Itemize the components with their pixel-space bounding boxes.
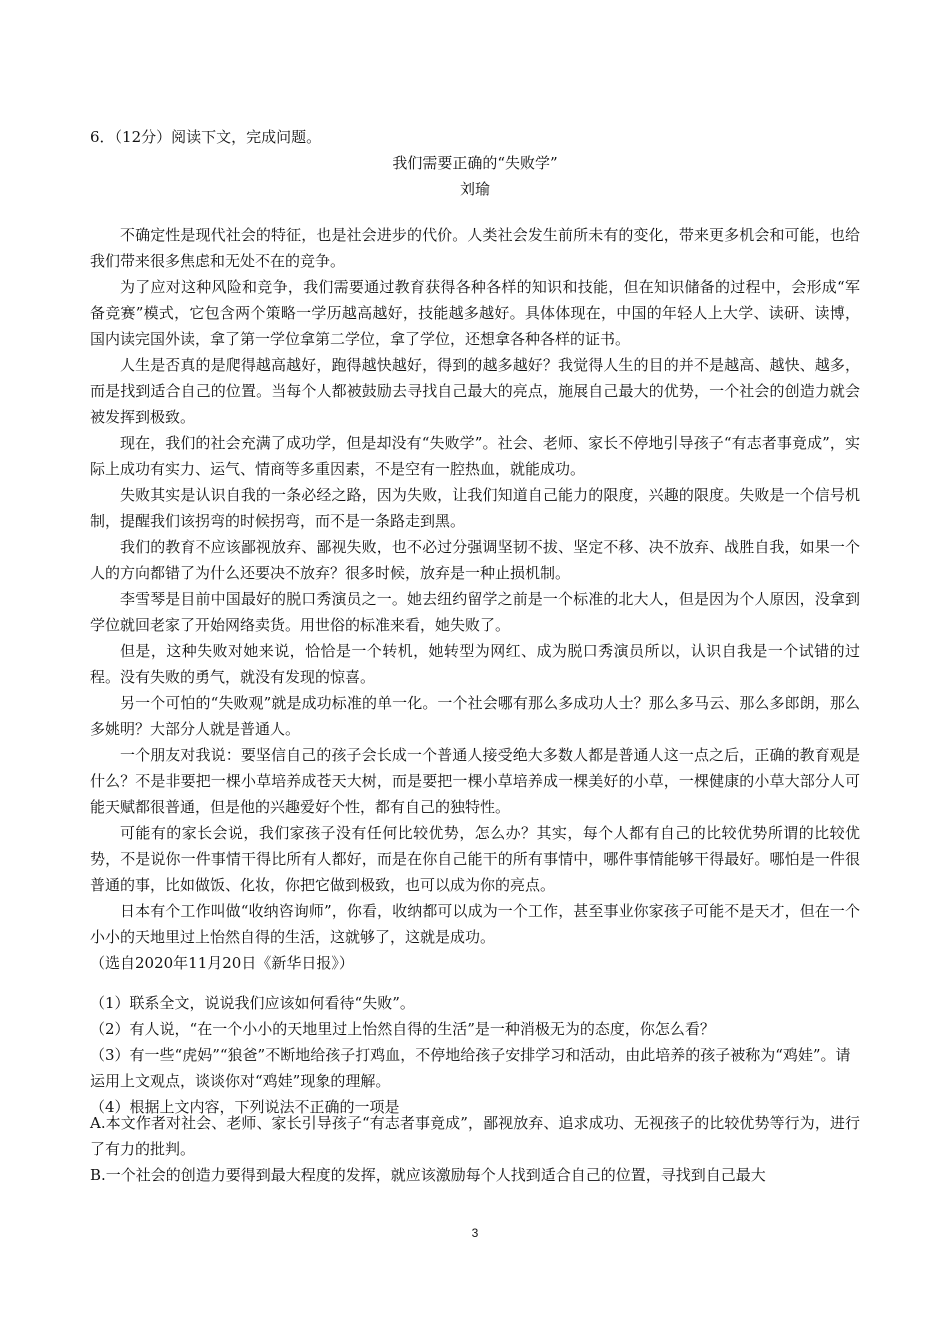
sub-question: （4）根据上文内容，下列说法不正确的一项是 <box>90 1098 400 1116</box>
article-paragraph: 日本有个工作叫做“收纳咨询师”，你看，收纳都可以成为一个工作，甚至事业你家孩子可能不是天才，但在一个小小的天地里过上怡然自得的生活，这就够了，这就是成功。 <box>90 902 860 946</box>
article-paragraph: 可能有的家长会说，我们家孩子没有任何比较优势，怎么办？其实，每个人都有自己的比较优势所谓的比较优势，不是说你一件事情干得比所有人都好，而是在你自己能干的所有事情中，哪件事情能够干得最好。哪怕是一件很普通的事，比如做饭、化妆，你把它做到极致，也可以成为你的亮点。 <box>90 824 860 894</box>
sub-question: （3）有一些“虎妈”“狼爸”不断地给孩子打鸡血，不停地给孩子安排学习和活动，由此培养的孩子被称为“鸡娃”。请运用上文观点，谈谈你对“鸡娃”现象的理解。 <box>90 1046 851 1090</box>
article-paragraph: 为了应对这种风险和竞争，我们需要通过教育获得各种各样的知识和技能，但在知识储备的过程中，会形成“军备竞赛”模式，它包含两个策略一学历越高越好，技能越多越好。具体体现在，中国的年轻人上大学、读研、读博，国内读完国外读，拿了第一学位拿第二学位，拿了学位，还想拿各种各样的证书。 <box>90 278 860 348</box>
answer-option-a: A.本文作者对社会、老师、家长引导孩子“有志者事竟成”，鄙视放弃、追求成功、无视孩子的比较优势等行为，进行了有力的批判。 <box>90 1114 860 1158</box>
article-paragraph: 我们的教育不应该鄙视放弃、鄙视失败，也不必过分强调坚韧不拔、坚定不移、决不放弃、战胜自我，如果一个人的方向都错了为什么还要决不放弃？很多时候，放弃是一种止损机制。 <box>90 538 860 582</box>
article-body <box>90 222 860 976</box>
question-heading: 6．（12分）阅读下文，完成问题。 <box>90 128 322 146</box>
answer-options <box>90 1110 860 1188</box>
page-number: 3 <box>471 1226 479 1240</box>
sub-question: （1）联系全文，说说我们应该如何看待“失败”。 <box>90 994 415 1012</box>
answer-option-b: B.一个社会的创造力要得到最大程度的发挥，就应该激励每个人找到适合自己的位置，寻找到自己最大 <box>90 1166 766 1184</box>
article-title: 我们需要正确的“失败学” <box>392 154 558 172</box>
article-paragraph: 李雪琴是目前中国最好的脱口秀演员之一。她去纽约留学之前是一个标准的北大人，但是因为个人原因，没拿到学位就回老家了开始网络卖货。用世俗的标准来看，她失败了。 <box>90 590 860 634</box>
article-paragraph: 不确定性是现代社会的特征，也是社会进步的代价。人类社会发生前所未有的变化，带来更多机会和可能，也给我们带来很多焦虑和无处不在的竞争。 <box>90 226 860 270</box>
article-paragraph: 现在，我们的社会充满了成功学，但是却没有“失败学”。社会、老师、家长不停地引导孩子“有志者事竟成”，实际上成功有实力、运气、情商等多重因素，不是空有一腔热血，就能成功。 <box>90 434 860 478</box>
article-paragraph: 另一个可怕的“失败观”就是成功标准的单一化。一个社会哪有那么多成功人士？那么多马云、那么多郎朗，那么多姚明？大部分人就是普通人。 <box>90 694 860 738</box>
article-author: 刘瑜 <box>459 180 490 198</box>
article-paragraph: 人生是否真的是爬得越高越好，跑得越快越好，得到的越多越好？我觉得人生的目的并不是越高、越快、越多，而是找到适合自己的位置。当每个人都被鼓励去寻找自己最大的亮点，施展自己最大的优势，一个社会的创造力就会被发挥到极致。 <box>90 356 860 426</box>
article-paragraph: 但是，这种失败对她来说，恰恰是一个转机，她转型为网红、成为脱口秀演员所以，认识自我是一个试错的过程。没有失败的勇气，就没有发现的惊喜。 <box>90 642 860 686</box>
article-paragraph: 失败其实是认识自我的一条必经之路，因为失败，让我们知道自己能力的限度，兴趣的限度。失败是一个信号机制，提醒我们该拐弯的时候拐弯，而不是一条路走到黑。 <box>90 486 860 530</box>
sub-questions <box>90 990 860 1120</box>
sub-question: （2）有人说，“在一个小小的天地里过上怡然自得的生活”是一种消极无为的态度，你怎么看？ <box>90 1020 715 1038</box>
article-paragraph: 一个朋友对我说：要坚信自己的孩子会长成一个普通人接受绝大多数人都是普通人这一点之后，正确的教育观是什么？不是非要把一棵小草培养成苍天大树，而是要把一棵小草培养成一棵美好的小草，一棵健康的小草大部分人可能天赋都很普通，但是他的兴趣爱好个性，都有自己的独特性。 <box>90 746 860 816</box>
article-source: （选自2020年11月20日《新华日报》） <box>90 954 354 972</box>
